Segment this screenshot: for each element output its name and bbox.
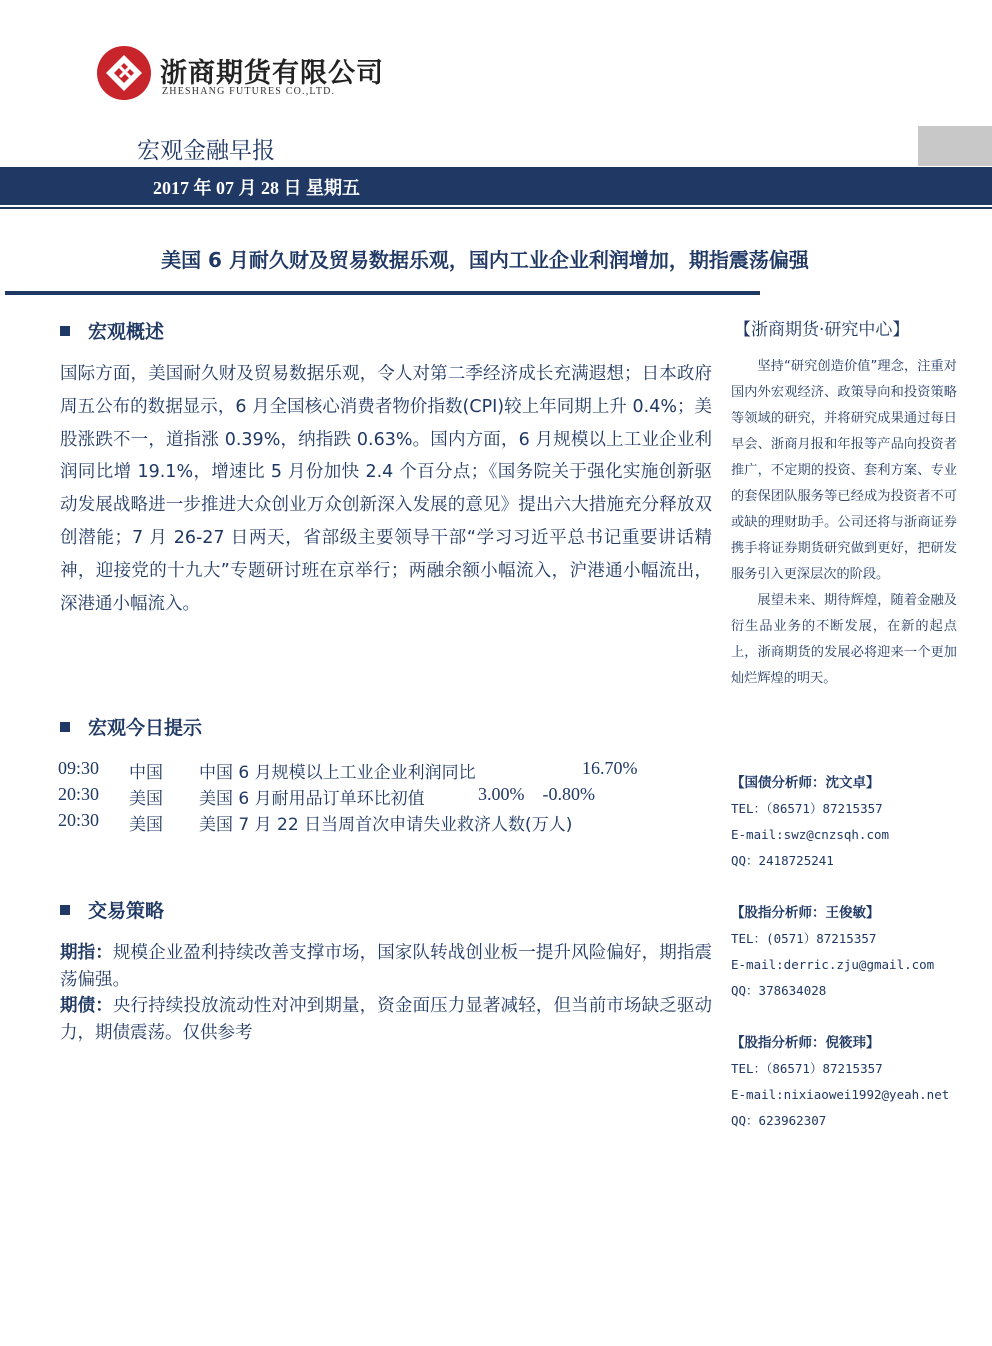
report-date: 2017 年 07 月 28 日 星期五 [153, 178, 360, 198]
sidebar-title: 【浙商期货·研究中心】 [734, 320, 910, 340]
calendar-event: 中国 6 月规模以上工业企业利润同比 [199, 763, 476, 783]
analyst-email[interactable]: E-mail:swz@cnzsqh.com [731, 827, 890, 842]
calendar-country: 美国 [129, 789, 163, 809]
date-banner [0, 167, 992, 205]
strategy-item-index-futures [60, 940, 712, 993]
analyst-name: 【股指分析师：王俊敏】 [731, 905, 880, 921]
section-title-strategy [60, 896, 164, 923]
calendar-event: 美国 7 月 22 日当周首次申请失业救济人数(万人) [199, 815, 573, 835]
bullet-square-icon [60, 905, 70, 915]
report-headline: 美国 6 月耐久财及贸易数据乐观，国内工业企业利润增加，期指震荡偏强 [161, 248, 809, 272]
calendar-values: 3.00% -0.80% [478, 784, 595, 804]
economic-calendar [58, 758, 718, 836]
strategy-label: 期债： [60, 996, 113, 1016]
analyst-card [731, 1030, 971, 1134]
bullet-square-icon [60, 326, 70, 336]
section-title-calendar [60, 713, 202, 740]
report-type-title: 宏观金融早报 [137, 138, 275, 164]
calendar-row [58, 758, 718, 784]
analyst-name: 【股指分析师：倪筱玮】 [731, 1035, 880, 1051]
overview-paragraph: 国际方面，美国耐久财及贸易数据乐观，令人对第二季经济成长充满遐想；日本政府周五公布的数据显示，6 月全国核心消费者物价指数(CPI)较上年同期上升 0.4%；美股涨跌不一，道指涨 0.39%，纳指跌 0.63%。国内方面，6 月规模以上工业企业利润同比增 19.1%，增速比 5 月份加快 2.4 个百分点；《国务院关于强化实施创新驱动发展战略进一步推进大众创业万众创新深入发展的意见》提出六大措施充分释放双创潜能；7 月 26-27 日两天，省部级主要领导干部“学习习近平总书记重要讲话精神，迎接党的十九大”专题研讨班在京举行；两融余额小幅流入，沪港通小幅流出，深港通小幅流入。 [60, 364, 712, 614]
bullet-square-icon [60, 722, 70, 732]
section-title-overview [60, 317, 164, 344]
company-logo [96, 45, 386, 105]
calendar-country: 中国 [129, 763, 163, 783]
calendar-values: 16.70% [582, 758, 638, 778]
calendar-time: 09:30 [58, 758, 100, 778]
header-tab-decoration [918, 126, 992, 166]
analyst-email[interactable]: E-mail:derric.zju@gmail.com [731, 957, 935, 972]
analyst-tel: TEL：(0571）87215357 [731, 931, 877, 946]
analyst-tel: TEL：（86571）87215357 [731, 801, 883, 816]
analyst-card [731, 770, 971, 874]
strategy-text: 央行持续投放流动性对冲到期量，资金面压力显著减轻，但当前市场缺乏驱动力，期债震荡。仅供参考 [60, 996, 712, 1043]
analyst-qq: QQ：378634028 [731, 983, 827, 998]
analyst-qq: QQ：2418725241 [731, 853, 834, 868]
analyst-qq: QQ：623962307 [731, 1113, 827, 1128]
section-title-overview-label: 宏观概述 [88, 321, 165, 343]
calendar-time: 20:30 [58, 784, 100, 804]
calendar-event: 美国 6 月耐用品订单环比初值 [199, 789, 425, 809]
sidebar-intro-paragraph: 展望未来、期待辉煌，随着金融及衍生品业务的不断发展，在新的起点上，浙商期货的发展必将迎来一个更加灿烂辉煌的明天。 [731, 593, 957, 686]
strategy-block [60, 940, 712, 1046]
strategy-text: 规模企业盈利持续改善支撑市场，国家队转战创业板一提升风险偏好，期指震荡偏强。 [60, 943, 712, 990]
section-title-strategy-label: 交易策略 [88, 900, 165, 922]
analyst-card [731, 900, 971, 1004]
sidebar-intro [731, 354, 957, 692]
strategy-label: 期指： [60, 943, 113, 963]
calendar-country: 美国 [129, 815, 163, 835]
strategy-item-bond-futures [60, 993, 712, 1046]
logo-mark-icon [96, 45, 152, 101]
company-name-cn: 浙商期货有限公司 [160, 58, 384, 89]
sidebar-intro-paragraph: 坚持“研究创造价值”理念，注重对国内外宏观经济、政策导向和投资策略等领域的研究，并将研究成果通过每日早会、浙商月报和年报等产品向投资者推广，不定期的投资、套利方案、专业的套保团队服务等已经成为投资者不可或缺的理财助手。公司还将与浙商证券携手将证券期货研究做到更好，把研发服务引入更深层次的阶段。 [731, 359, 957, 582]
calendar-time: 20:30 [58, 810, 100, 830]
analyst-tel: TEL：（86571）87215357 [731, 1061, 883, 1076]
company-name-en: ZHESHANG FUTURES CO.,LTD. [162, 86, 336, 97]
analyst-name: 【国债分析师：沈文卓】 [731, 775, 880, 791]
calendar-row [58, 784, 718, 810]
section-title-calendar-label: 宏观今日提示 [88, 717, 203, 739]
headline-divider [5, 291, 760, 295]
analyst-email[interactable]: E-mail:nixiaowei1992@yeah.net [731, 1087, 950, 1102]
calendar-row [58, 810, 718, 836]
